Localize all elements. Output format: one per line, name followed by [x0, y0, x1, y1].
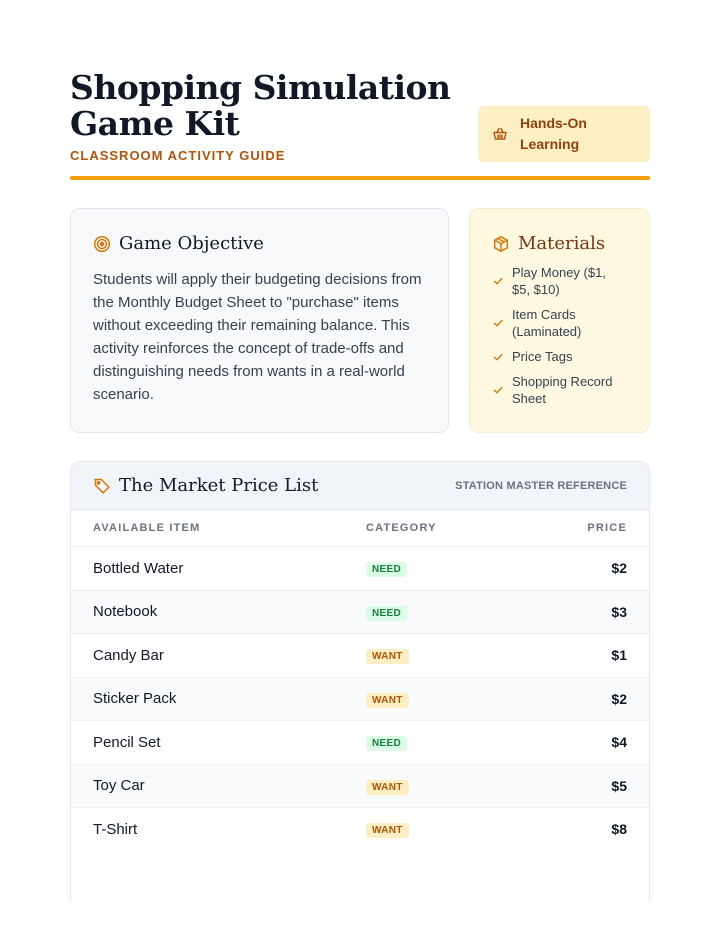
category-cell — [366, 777, 526, 795]
materials-item-label: Price Tags — [512, 349, 573, 364]
category-cell — [366, 559, 526, 577]
materials-title: Materials — [518, 233, 606, 254]
page-subtitle: CLASSROOM ACTIVITY GUIDE — [70, 148, 286, 163]
item-price: $1 — [611, 647, 627, 664]
objective-text: Students will apply their budgeting decisions from the Monthly Budget Sheet to "purchase" items without exceeding their remaining balance. This activity reinforces the concept of trade-offs and distinguishing needs from wants in a real-world scenario. — [93, 271, 422, 403]
page-title: Shopping Simulation Game Kit — [70, 68, 451, 143]
category-badge: WANT — [366, 780, 409, 795]
header-divider — [70, 176, 650, 180]
category-badge: WANT — [366, 693, 409, 708]
table-row — [71, 590, 649, 634]
column-header-category: CATEGORY — [366, 522, 437, 534]
item-price: $3 — [611, 603, 627, 620]
item-name: Notebook — [93, 603, 158, 621]
badge-label: Hands-On Learning — [520, 115, 587, 152]
category-badge: NEED — [366, 606, 407, 621]
table-header — [71, 510, 649, 546]
materials-heading — [492, 233, 627, 254]
price-list-title: The Market Price List — [119, 475, 319, 496]
item-name: Pencil Set — [93, 733, 161, 751]
category-cell — [366, 820, 526, 838]
materials-item — [492, 264, 627, 298]
station-reference-label: STATION MASTER REFERENCE — [455, 479, 627, 492]
check-icon — [492, 351, 504, 363]
item-name: T-Shirt — [93, 820, 138, 838]
check-icon — [492, 275, 504, 287]
table-row — [71, 807, 649, 851]
price-list-heading — [93, 475, 318, 496]
table-row — [71, 546, 649, 590]
category-badge: NEED — [366, 562, 407, 577]
item-price: $2 — [611, 690, 627, 707]
materials-list — [492, 264, 627, 407]
objective-card — [70, 208, 449, 433]
materials-item — [492, 348, 627, 365]
item-price: $8 — [611, 821, 627, 838]
objective-heading — [93, 233, 426, 254]
item-price: $2 — [611, 560, 627, 577]
category-cell — [366, 690, 526, 708]
hands-on-badge — [478, 106, 650, 162]
price-table-body — [71, 546, 649, 851]
item-name: Bottled Water — [93, 559, 184, 577]
category-cell — [366, 733, 526, 751]
basket-icon — [492, 126, 508, 142]
category-cell — [366, 646, 526, 664]
table-row — [71, 633, 649, 677]
item-name: Toy Car — [93, 777, 145, 795]
table-row — [71, 677, 649, 721]
category-badge: NEED — [366, 736, 407, 751]
materials-item — [492, 373, 627, 407]
materials-item-label: Play Money ($1, $5, $10) — [512, 265, 606, 297]
tag-icon — [93, 477, 111, 495]
target-icon — [93, 235, 111, 253]
item-price: $5 — [611, 777, 627, 794]
table-row — [71, 764, 649, 808]
objective-title: Game Objective — [119, 233, 264, 254]
materials-item-label: Item Cards (Laminated) — [512, 307, 582, 339]
category-badge: WANT — [366, 823, 409, 838]
table-row — [71, 720, 649, 764]
item-name: Candy Bar — [93, 646, 164, 664]
category-cell — [366, 603, 526, 621]
item-price: $4 — [611, 734, 627, 751]
category-badge: WANT — [366, 649, 409, 664]
price-list-card — [70, 461, 650, 901]
page-header — [70, 70, 650, 163]
materials-item — [492, 306, 627, 340]
price-list-header — [71, 462, 649, 510]
column-header-price: PRICE — [587, 522, 627, 534]
check-icon — [492, 384, 504, 396]
column-header-item: AVAILABLE ITEM — [93, 522, 201, 534]
item-name: Sticker Pack — [93, 690, 177, 708]
box-icon — [492, 235, 510, 253]
materials-card — [469, 208, 650, 433]
materials-item-label: Shopping Record Sheet — [512, 374, 613, 406]
check-icon — [492, 317, 504, 329]
